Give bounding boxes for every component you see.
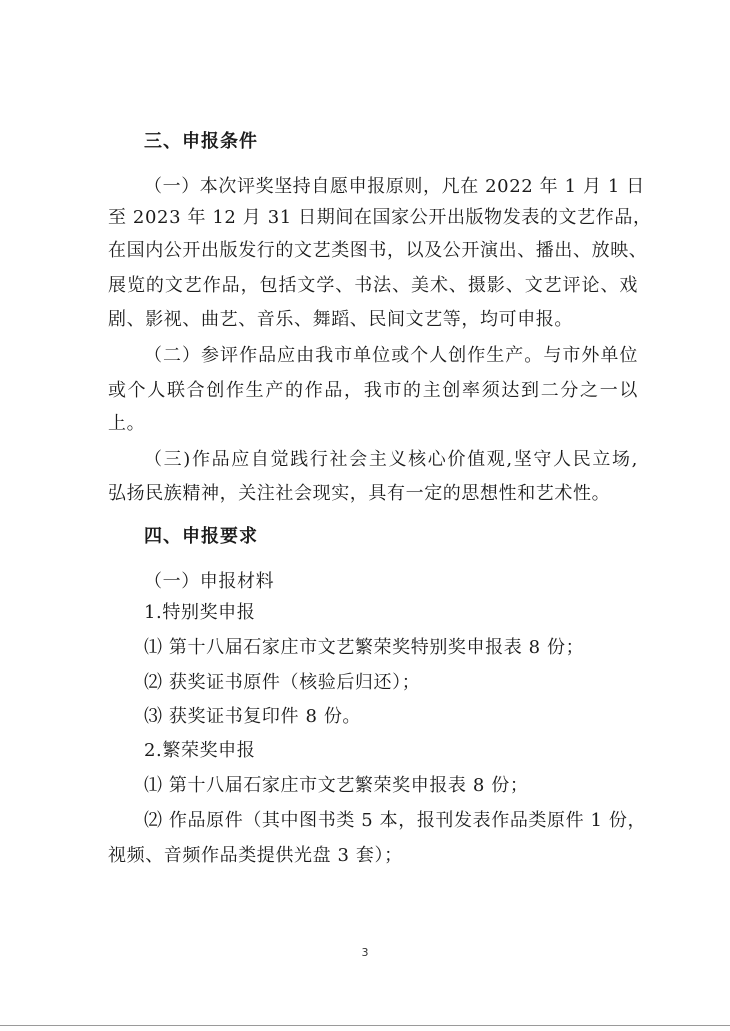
paragraph-line: 至 2023 年 12 月 31 日期间在国家公开出版物发表的文艺作品，: [108, 207, 652, 228]
page-number: 3: [361, 946, 369, 959]
paragraph-line: 展览的文艺作品，包括文学、书法、美术、摄影、文艺评论、戏: [108, 275, 638, 296]
item-title: 2.繁荣奖申报: [144, 740, 256, 761]
paragraph-line: 剧、影视、曲艺、音乐、舞蹈、民间文艺等，均可申报。: [108, 309, 573, 330]
list-item: 视频、音频作品类提供光盘 3 套）；: [108, 845, 403, 866]
paragraph-line: （二）参评作品应由我市单位或个人创作生产。与市外单位: [144, 345, 638, 366]
item-title: 1.特别奖申报: [144, 602, 256, 623]
list-item: ⑶ 获奖证书复印件 8 份。: [144, 706, 362, 727]
list-item: ⑴ 第十八届石家庄市文艺繁荣奖申报表 8 份；: [144, 775, 529, 796]
list-item: ⑴ 第十八届石家庄市文艺繁荣奖特别奖申报表 8 份；: [144, 637, 585, 658]
paragraph-line: 在国内公开出版发行的文艺类图书，以及公开演出、播出、放映、: [108, 240, 648, 261]
section-heading-4: 四、申报要求: [144, 526, 258, 547]
subsection-title: （一）申报材料: [144, 571, 275, 592]
list-item: ⑵ 获奖证书原件（核验后归还）；: [144, 672, 421, 693]
paragraph-line: （三)作品应自觉践行社会主义核心价值观,坚守人民立场,: [144, 449, 638, 470]
paragraph-line: 或个人联合创作生产的作品，我市的主创率须达到二分之一以: [108, 380, 638, 401]
paragraph-line: 上。: [108, 413, 146, 434]
paragraph-line: （一）本次评奖坚持自愿申报原则，凡在 2022 年 1 月 1 日: [144, 176, 645, 197]
list-item: ⑵ 作品原件（其中图书类 5 本，报刊发表作品类原件 1 份，: [144, 810, 647, 831]
scan-edge-divider: [0, 1025, 730, 1026]
paragraph-line: 弘扬民族精神，关注社会现实，具有一定的思想性和艺术性。: [108, 483, 611, 504]
section-heading-3: 三、申报条件: [144, 131, 258, 152]
